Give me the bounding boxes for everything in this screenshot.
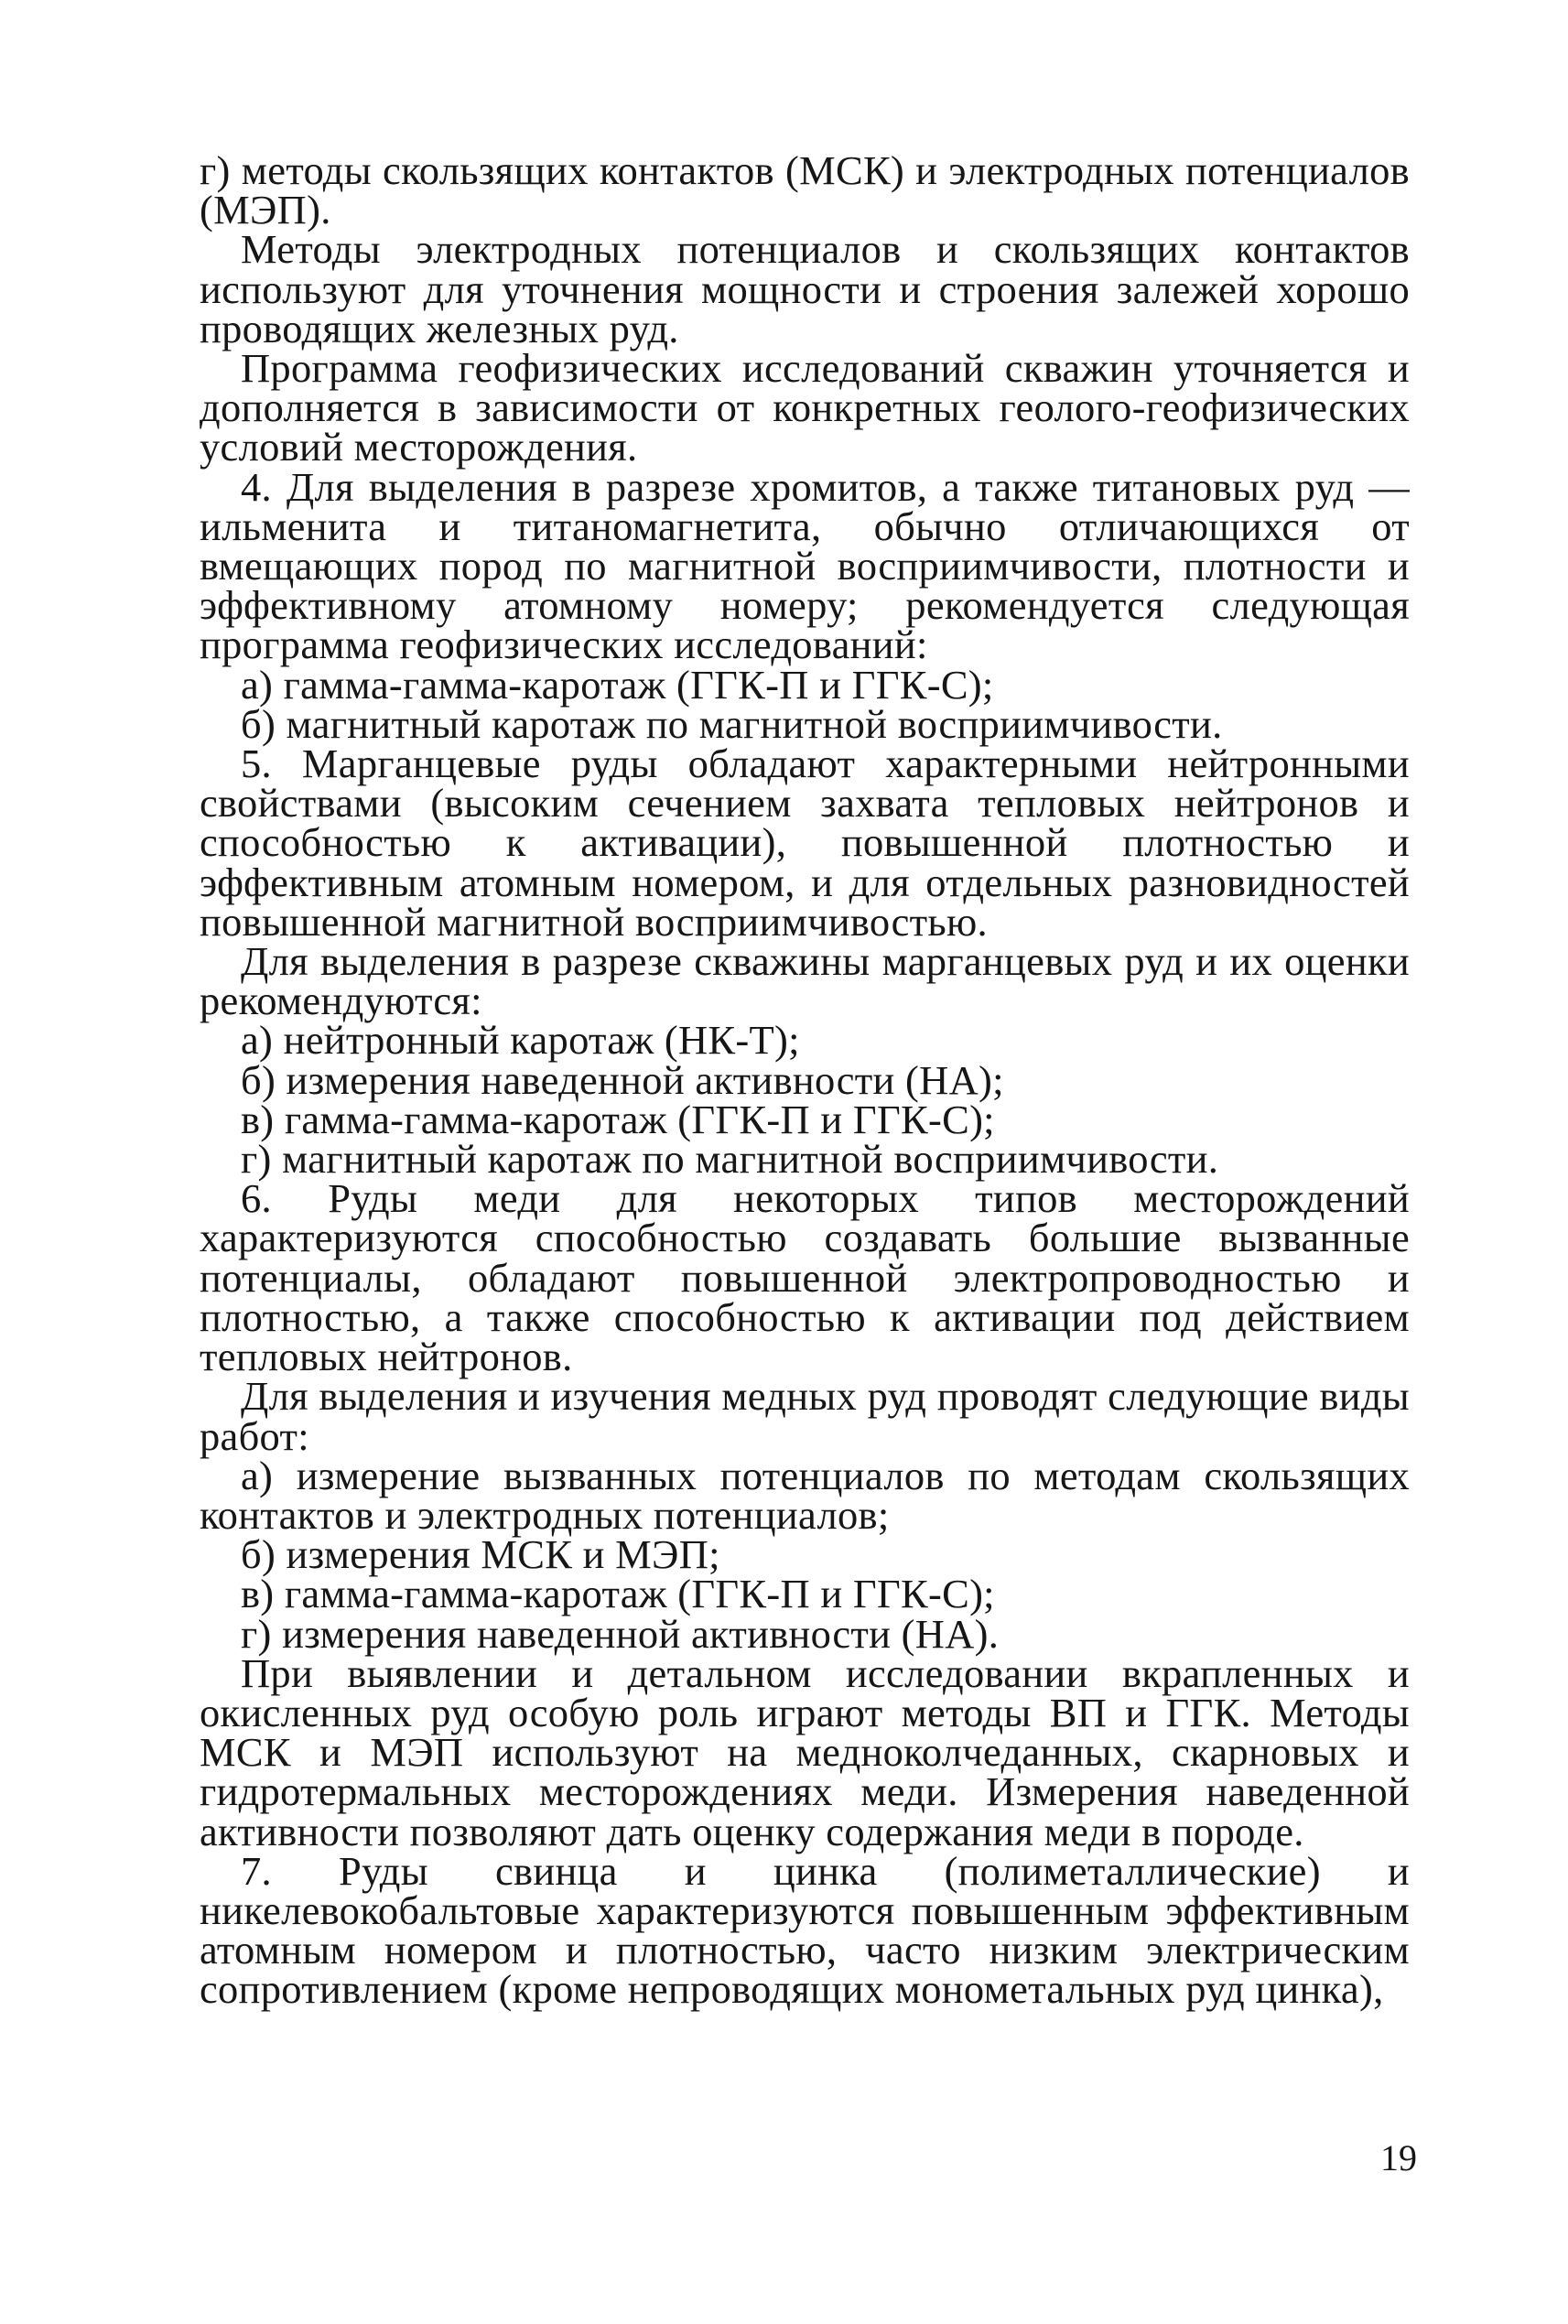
list-item: б) магнитный каротаж по магнитной восприимчивости. [241, 700, 1223, 747]
paragraph: Для выделения и изучения медных руд проводят следующие виды работ: [200, 1373, 1410, 1459]
list-item: б) измерения МСК и МЭП; [241, 1531, 720, 1578]
list-item: в) гамма-гамма-каротаж (ГГК-П и ГГК-С); [241, 1096, 995, 1142]
paragraph: При выявлении и детальном исследовании вкрапленных и окисленных руд особую роль играют методы ВП и ГГК. Методы МСК и МЭП используют на медноколчеданных, скарновых и гидротермальных месторождениях меди. Измерения наведенной активности позволяют дать оценку содержания меди в породе. [200, 1649, 1410, 1854]
list-item: г) измерения наведенной активности (НА). [241, 1610, 1000, 1657]
paragraph: 6. Руды меди для некоторых типов месторождений характеризуются способностью создавать большие вызванные потенциалы, обладают повышенной электропроводностью и плотностью, а также способностью к активации под действием тепловых нейтронов. [200, 1175, 1410, 1380]
page-body [200, 147, 1410, 2013]
list-item: а) нейтронный каротаж (НК-Т); [241, 1017, 800, 1064]
paragraph: Для выделения в разрезе скважины марганцевых руд и их оценки рекомендуются: [200, 938, 1410, 1024]
paragraph: 5. Марганцевые руды обладают характерными нейтронными свойствами (высоким сечением захвата тепловых нейтронов и способностью к активации), повышенной плотностью и эффективным атомным номером, и для отдельных разновидностей повышенной магнитной восприимчивостью. [200, 740, 1410, 945]
list-item: в) гамма-гамма-каротаж (ГГК-П и ГГК-С); [241, 1571, 995, 1617]
paragraph: Программа геофизических исследований скважин уточняется и дополняется в зависимости от конкретных геолого-геофизических условий месторождения. [200, 345, 1410, 470]
paragraph: 4. Для выделения в разрезе хромитов, а также титановых руд — ильменита и титаномагнетита, обычно отличающихся от вмещающих пород по магнитной восприимчивости, плотности и эффективному атомному номеру; рекомендуется следующая программа геофизических исследований: [200, 463, 1410, 668]
list-item: а) измерение вызванных потенциалов по методам скользящих контактов и электродных потенциалов; [200, 1452, 1410, 1538]
list-item: б) измерения наведенной активности (НА); [241, 1056, 1004, 1103]
paragraph: г) методы скользящих контактов (МСК) и электродных потенциалов (МЭП). [200, 147, 1410, 233]
paragraph: 7. Руды свинца и цинка (полиметаллические) и никелевокобальтовые характеризуются повышенным эффективным атомным номером и плотностью, часто низким электрическим сопротивлением (кроме непроводящих монометальных руд цинка), [200, 1847, 1410, 2013]
page-number: 19 [1380, 2137, 1417, 2178]
paragraph: Методы электродных потенциалов и скользящих контактов используют для уточнения мощности и строения залежей хорошо проводящих железных руд. [200, 226, 1410, 351]
list-item: г) магнитный каротаж по магнитной восприимчивости. [241, 1136, 1219, 1183]
list-item: а) гамма-гамма-каротаж (ГГК-П и ГГК-С); [241, 661, 994, 708]
